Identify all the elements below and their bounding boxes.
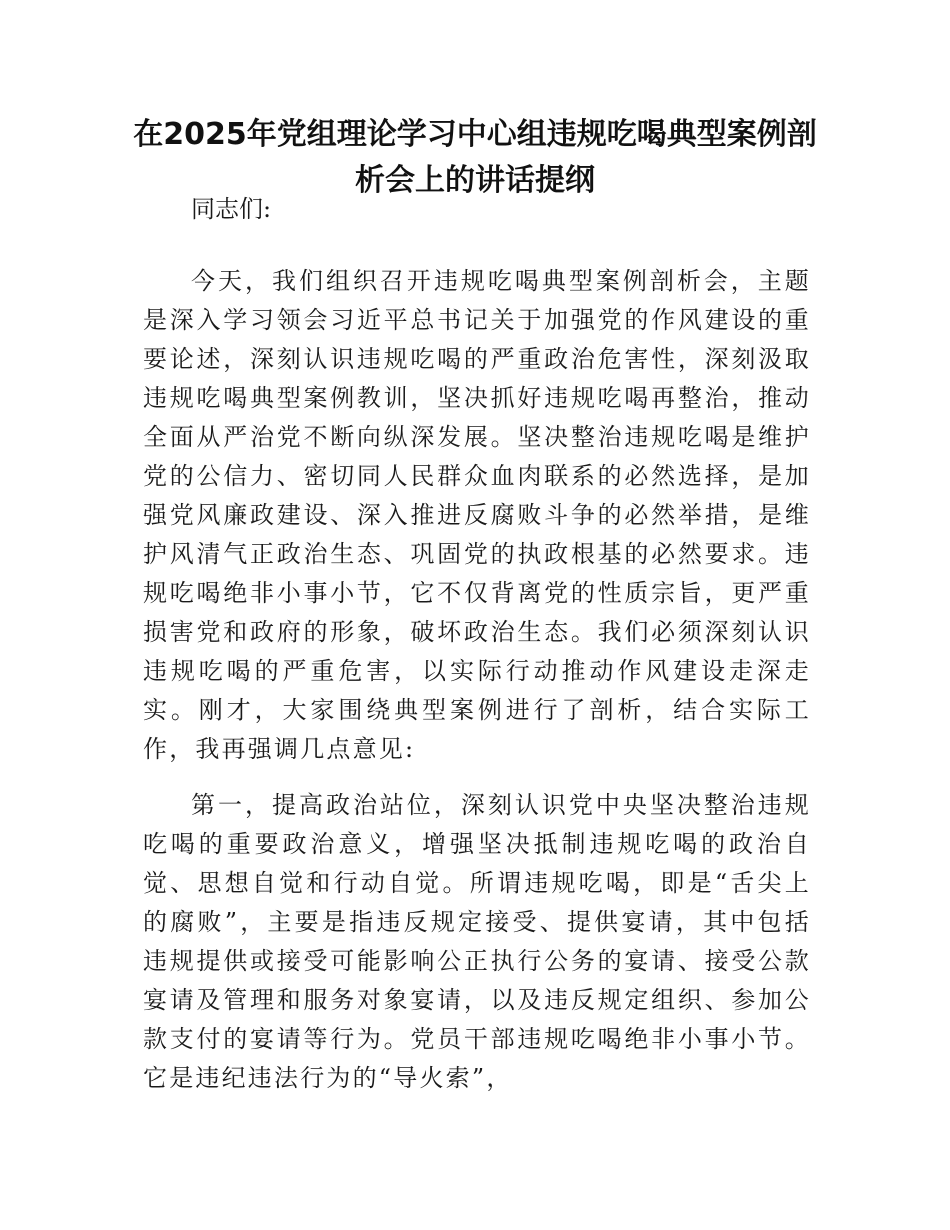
document-body — [143, 190, 811, 1098]
document-title: 在2025年党组理论学习中心组违规吃喝典型案例剖析会上的讲话提纲 — [133, 117, 817, 198]
paragraph-point-one: 第一，提高政治站位，深刻认识党中央坚决整治违规吃喝的重要政治意义，增强坚决抵制违规吃喝的政治自觉、思想自觉和行动自觉。所谓违规吃喝，即是“舌尖上的腐败”，主要是指违反规定接受、提供宴请，其中包括违规提供或接受可能影响公正执行公务的宴请、接受公款宴请及管理和服务对象宴请，以及违反规定组织、参加公款支付的宴请等行为。党员干部违规吃喝绝非小事小节。它是违纪违法行为的“导火索”， — [143, 791, 811, 1092]
salutation: 同志们: — [191, 195, 272, 223]
paragraph-intro: 今天，我们组织召开违规吃喝典型案例剖析会，主题是深入学习领会习近平总书记关于加强党的作风建设的重要论述，深刻认识违规吃喝的严重政治危害性，深刻汲取违规吃喝典型案例教训，坚决抓好违规吃喝再整治，推动全面从严治党不断向纵深发展。坚决整治违规吃喝是维护党的公信力、密切同人民群众血肉联系的必然选择，是加强党风廉政建设、深入推进反腐败斗争的必然举措，是维护风清气正政治生态、巩固党的执政根基的必然要求。违规吃喝绝非小事小节，它不仅背离党的性质宗旨，更严重损害党和政府的形象，破坏政治生态。我们必须深刻认识违规吃喝的严重危害，以实际行动推动作风建设走深走实。刚才，大家围绕典型案例进行了剖析，结合实际工作，我再强调几点意见: — [143, 267, 811, 763]
